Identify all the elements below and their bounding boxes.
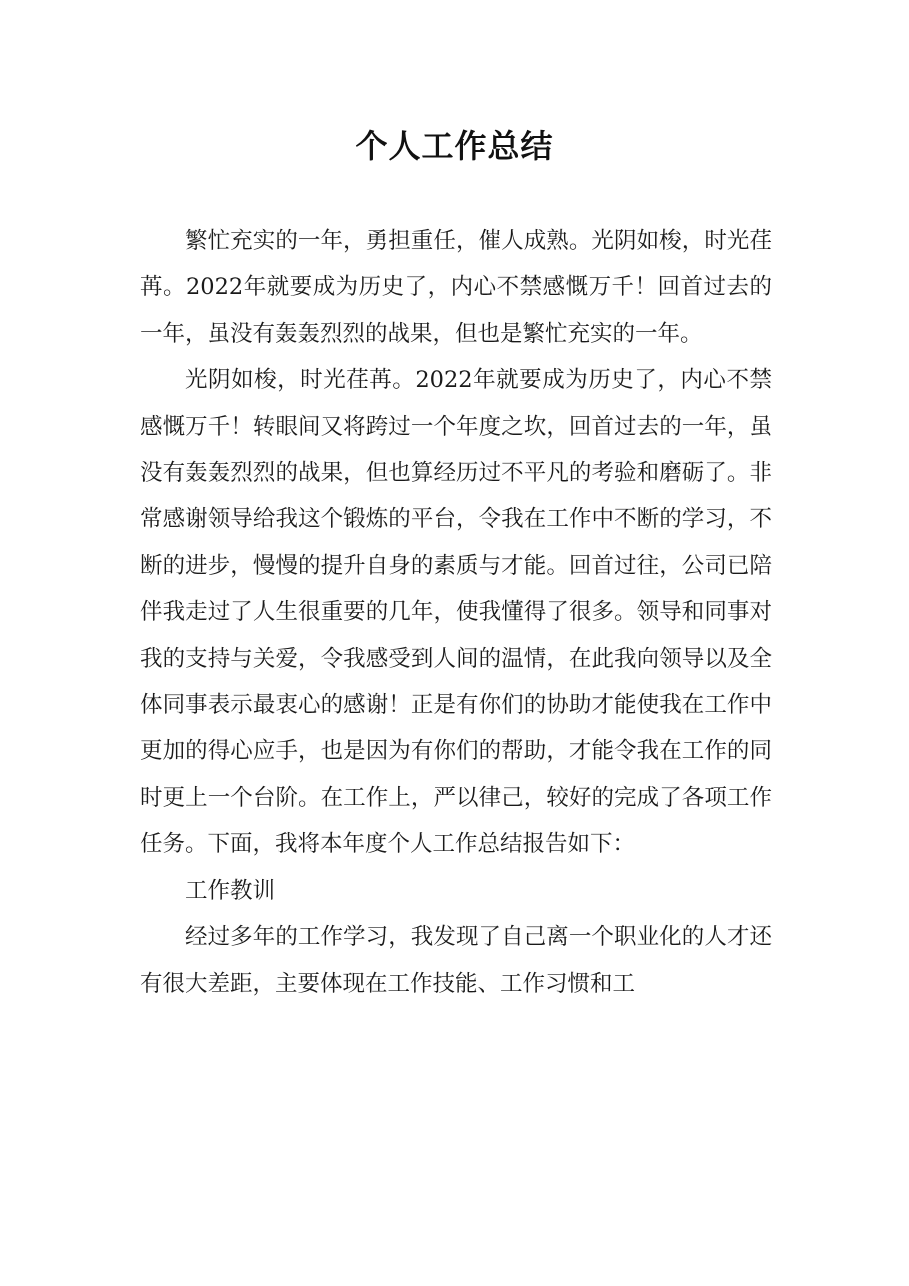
paragraph-review: 光阴如梭，时光荏苒。2022年就要成为历史了，内心不禁感慨万千！转眼间又将跨过一个年度之坎，回首过去的一年，虽没有轰轰烈烈的战果，但也算经历过不平凡的考验和磨砺了。非常感谢领导给我这个锻炼的平台，令我在工作中不断的学习，不断的进步，慢慢的提升自身的素质与才能。回首过往，公司已陪伴我走过了人生很重要的几年，使我懂得了很多。领导和同事对我的支持与关爱，令我感受到人间的温情，在此我向领导以及全体同事表示最衷心的感谢！正是有你们的协助才能使我在工作中更加的得心应手，也是因为有你们的帮助，才能令我在工作的同时更上一个台阶。在工作上，严以律己，较好的完成了各项工作任务。下面，我将本年度个人工作总结报告如下： <box>140 367 772 858</box>
paragraph-work-lessons: 经过多年的工作学习，我发现了自己离一个职业化的人才还有很大差距，主要体现在工作技能、工作习惯和工 <box>140 924 772 997</box>
document-title: 个人工作总结 <box>355 127 554 165</box>
document-body <box>140 218 772 1007</box>
paragraph-intro: 繁忙充实的一年，勇担重任，催人成熟。光阴如梭，时光荏苒。2022年就要成为历史了，内心不禁感慨万千！回首过去的一年，虽没有轰轰烈烈的战果，但也是繁忙充实的一年。 <box>140 228 772 347</box>
section-heading-work-lessons: 工作教训 <box>185 877 276 904</box>
